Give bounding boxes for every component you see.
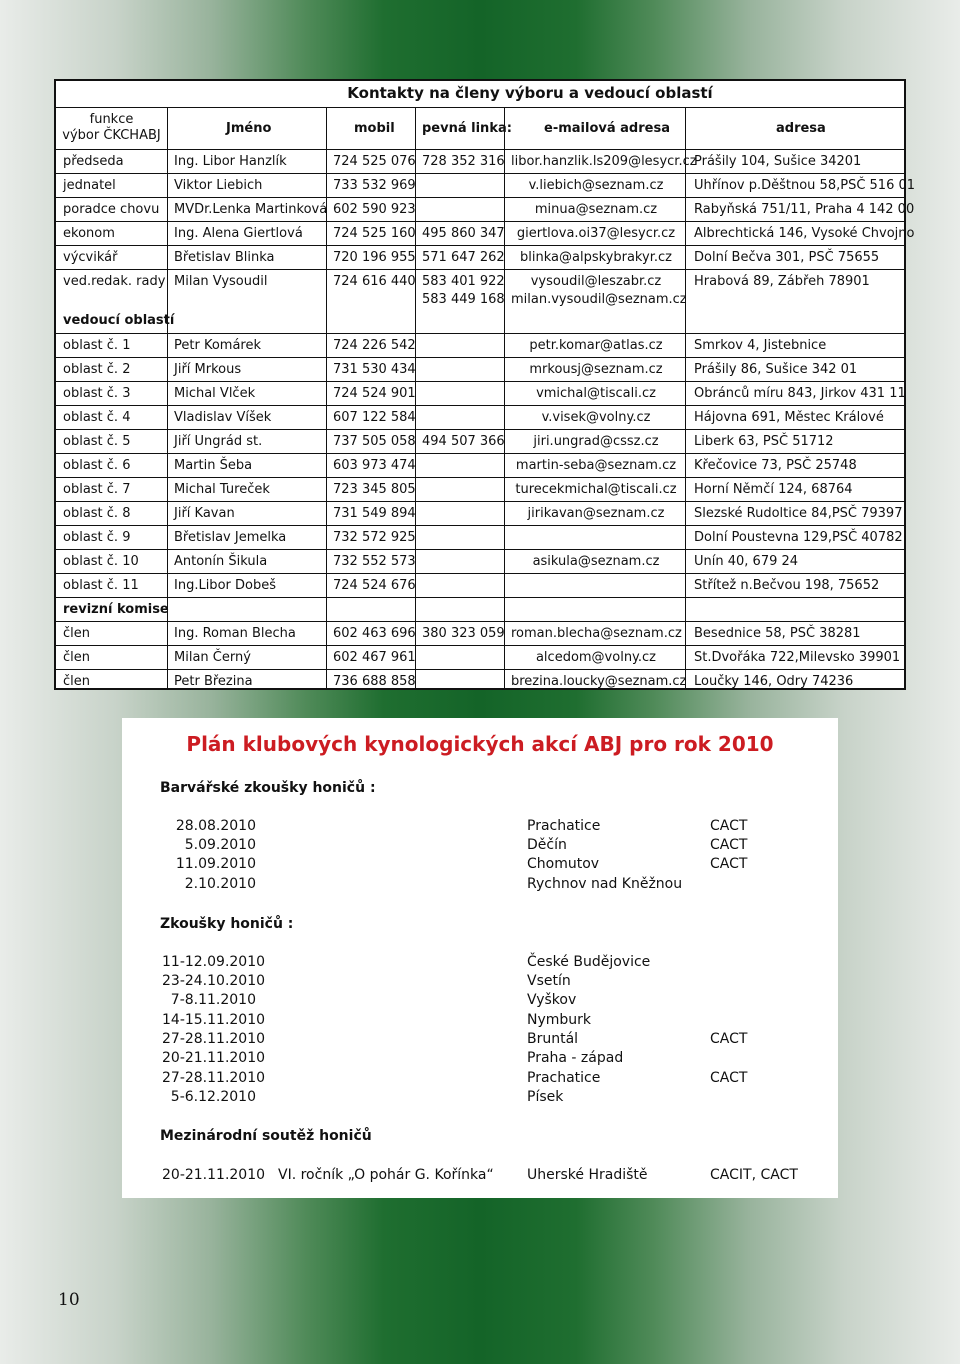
table-row [56, 357, 904, 382]
event-row [122, 973, 838, 992]
cell: vedoucí oblastí [63, 313, 175, 328]
cell: Jiří Mrkous [174, 362, 242, 377]
table-row [56, 453, 904, 478]
cell: CACT [710, 837, 748, 853]
cell: 724 226 542 [333, 338, 416, 353]
cell: 28.08.2010 [175, 818, 256, 834]
cell: mrkousj@seznam.cz [529, 362, 663, 377]
table-row [56, 621, 904, 646]
cell: Nymburk [527, 1012, 592, 1028]
cell: Dolní Poustevna 129,PSČ 40782 [694, 530, 903, 545]
cell: 732 572 925 [333, 530, 416, 545]
cell: St.Dvořáka 722,Milevsko 39901 [694, 650, 901, 665]
cell: 5.09.2010 [184, 837, 256, 853]
cell: Milan Černý [174, 650, 251, 665]
event-row [122, 1012, 838, 1031]
cell: České Budějovice [527, 954, 651, 970]
cell: Hrabová 89, Zábřeh 78901 [694, 274, 870, 289]
cell: oblast č. 9 [63, 530, 131, 545]
table-row [56, 221, 915, 246]
cell: Prášily 104, Sušice 34201 [694, 154, 862, 169]
cell: CACT [710, 818, 748, 834]
cell: oblast č. 10 [63, 554, 139, 569]
cell: 495 860 347 [422, 226, 505, 241]
cell: Břetislav Blinka [174, 250, 275, 265]
cell: 380 323 059 [422, 626, 505, 641]
cell: Ing. Libor Hanzlík [174, 154, 287, 169]
cell: Vyškov [527, 992, 577, 1008]
cell: Uherské Hradiště [527, 1167, 648, 1183]
cell: 602 463 696 [333, 626, 416, 641]
cell: 724 525 160 [333, 226, 416, 241]
cell: oblast č. 7 [63, 482, 131, 497]
cell: Jiří Ungrád st. [174, 434, 263, 449]
cell: 732 552 573 [333, 554, 416, 569]
cell: oblast č. 5 [63, 434, 131, 449]
cell: Chomutov [527, 856, 600, 872]
cell: 607 122 584 [333, 410, 416, 425]
cell: Smrkov 4, Jistebnice [694, 338, 827, 353]
cell: Petr Březina [174, 674, 253, 689]
table-row [56, 333, 904, 358]
event-row [122, 1089, 838, 1108]
cell: Ing.Libor Dobeš [174, 578, 276, 593]
cell: giertlova.oi37@lesycr.cz [516, 226, 676, 241]
cell: Břetislav Jemelka [174, 530, 287, 545]
cell: 571 647 262 [422, 250, 505, 265]
cell: Praha - západ [527, 1050, 624, 1066]
cell: Prachatice [527, 1070, 601, 1086]
cell: revizní komise [63, 602, 169, 617]
cell: petr.komar@atlas.cz [529, 338, 663, 353]
cell: člen [63, 626, 90, 641]
cell: Horní Němčí 124, 68764 [694, 482, 853, 497]
cell: 724 616 440 [333, 274, 416, 289]
contacts-title: Kontakty na členy výboru a vedoucí oblastí [347, 84, 713, 102]
cell: CACT [710, 1070, 748, 1086]
event-row [122, 1070, 838, 1089]
event-row [122, 1167, 838, 1186]
events-plan [122, 718, 838, 1198]
cell: vmichal@tiscali.cz [536, 386, 656, 401]
cell: 11-12.09.2010 [162, 954, 266, 970]
cell: 733 532 969 [333, 178, 416, 193]
cell: Michal Vlček [174, 386, 256, 401]
table-row [56, 429, 904, 454]
cell: předseda [63, 154, 124, 169]
table-row [56, 173, 916, 198]
cell: 14-15.11.2010 [162, 1012, 266, 1028]
cell: MVDr.Lenka Martinková [174, 202, 328, 217]
cell: v.liebich@seznam.cz [528, 178, 664, 193]
cell: 494 507 366 [422, 434, 505, 449]
cell: jiri.ungrad@cssz.cz [533, 434, 659, 449]
cell: ved.redak. rady [63, 274, 166, 289]
cell: jirikavan@seznam.cz [527, 506, 665, 521]
barvarske-heading: Barvářské zkoušky honičů : [160, 780, 376, 796]
cell: VI. ročník „O pohár G. Kořínka“ [278, 1167, 494, 1183]
cell: Střítež n.Bečvou 198, 75652 [694, 578, 880, 593]
page-number: 10 [58, 1290, 80, 1310]
cell: asikula@seznam.cz [532, 554, 660, 569]
cell: výcvikář [63, 250, 118, 265]
cell: libor.hanzlik.ls209@lesycr.cz [511, 154, 697, 169]
cell: vysoudil@leszabr.cz milan.vysoudil@seznam.cz [511, 274, 687, 307]
event-row [122, 1050, 838, 1069]
cell: Viktor Liebich [174, 178, 263, 193]
event-row [122, 1031, 838, 1050]
cell: blinka@alpskybrakyr.cz [520, 250, 672, 265]
cell: turecekmichal@tiscali.cz [515, 482, 677, 497]
cell: 720 196 955 [333, 250, 416, 265]
title-divider [56, 107, 904, 108]
cell: 723 345 805 [333, 482, 416, 497]
header-email: e-mailová adresa [544, 121, 670, 136]
cell: Martin Šeba [174, 458, 253, 473]
cell: poradce chovu [63, 202, 160, 217]
table-row [56, 525, 904, 550]
cell: CACT [710, 1031, 748, 1047]
cell: oblast č. 4 [63, 410, 131, 425]
cell: CACT [710, 856, 748, 872]
cell: jednatel [63, 178, 116, 193]
cell: Slezské Rudoltice 84,PSČ 79397 [694, 506, 903, 521]
cell: Uhřínov p.Děštnou 58,PSČ 516 01 [694, 178, 916, 193]
cell: 602 467 961 [333, 650, 416, 665]
cell: Děčín [527, 837, 567, 853]
cell: Antonín Šikula [174, 554, 268, 569]
cell: Michal Tureček [174, 482, 270, 497]
cell: 731 549 894 [333, 506, 416, 521]
cell: Obránců míru 843, Jirkov 431 11 [694, 386, 906, 401]
cell: 583 401 922 583 449 168 [422, 274, 505, 307]
table-row [56, 245, 904, 270]
cell: oblast č. 2 [63, 362, 131, 377]
contacts-table [54, 79, 916, 690]
cell: brezina.loucky@seznam.cz [511, 674, 687, 689]
table-row [56, 381, 904, 406]
cell: oblast č. 11 [63, 578, 139, 593]
cell: 728 352 316 [422, 154, 505, 169]
cell: oblast č. 6 [63, 458, 131, 473]
cell: 731 530 434 [333, 362, 416, 377]
cell: 602 590 923 [333, 202, 416, 217]
cell: Petr Komárek [174, 338, 261, 353]
cell: Vsetín [527, 973, 571, 989]
cell: alcedom@volny.cz [535, 650, 657, 665]
header-adresa: adresa [776, 121, 826, 136]
header-pevna: pevná linka: [422, 121, 512, 136]
event-row [122, 992, 838, 1011]
cell: Jiří Kavan [174, 506, 235, 521]
table-row-redakce [56, 269, 904, 310]
cell: roman.blecha@seznam.cz [511, 626, 682, 641]
section-heading [56, 597, 904, 622]
header-jmeno: Jméno [226, 121, 272, 136]
cell: Rychnov nad Kněžnou [527, 876, 683, 892]
header-mobil: mobil [354, 121, 395, 136]
cell: 11.09.2010 [175, 856, 256, 872]
cell: v.visek@volny.cz [541, 410, 651, 425]
cell: 20-21.11.2010 [162, 1167, 266, 1183]
cell: Rabyňská 751/11, Praha 4 142 00 [694, 202, 915, 217]
event-row [122, 876, 838, 895]
table-row [56, 197, 915, 222]
cell: 603 973 474 [333, 458, 416, 473]
cell: ekonom [63, 226, 115, 241]
cell: Loučky 146, Odry 74236 [694, 674, 854, 689]
event-row [122, 856, 838, 875]
table-row [56, 549, 904, 574]
table-row [56, 501, 904, 526]
cell: Křečovice 73, PSČ 25748 [694, 458, 857, 473]
cell: oblast č. 1 [63, 338, 131, 353]
cell: minua@seznam.cz [534, 202, 658, 217]
cell: Besednice 58, PSČ 38281 [694, 626, 861, 641]
cell: Liberk 63, PSČ 51712 [694, 434, 834, 449]
event-row [122, 954, 838, 973]
cell: Prášily 86, Sušice 342 01 [694, 362, 858, 377]
table-row [56, 669, 904, 694]
cell: 20-21.11.2010 [162, 1050, 266, 1066]
cell: 27-28.11.2010 [162, 1070, 266, 1086]
cell: Bruntál [527, 1031, 579, 1047]
cell: 2.10.2010 [184, 876, 256, 892]
table-row [56, 149, 904, 174]
honicu-heading: Zkoušky honičů : [160, 916, 294, 932]
cell: člen [63, 674, 90, 689]
cell: člen [63, 650, 90, 665]
cell: 7-8.11.2010 [170, 992, 256, 1008]
table-row [56, 405, 904, 430]
event-row [122, 818, 838, 837]
table-row [56, 477, 904, 502]
cell: Ing. Roman Blecha [174, 626, 296, 641]
cell: 724 524 901 [333, 386, 416, 401]
cell: 5-6.12.2010 [170, 1089, 256, 1105]
plan-title: Plán klubových kynologických akcí ABJ pro rok 2010 [186, 732, 774, 756]
cell: CACIT, CACT [710, 1167, 798, 1183]
cell: Prachatice [527, 818, 601, 834]
event-row [122, 837, 838, 856]
cell: 737 505 058 [333, 434, 416, 449]
souteze-heading: Mezinárodní soutěž honičů [160, 1128, 372, 1144]
cell: Vladislav Víšek [174, 410, 272, 425]
cell: Hájovna 691, Městec Králové [694, 410, 884, 425]
cell: Dolní Bečva 301, PSČ 75655 [694, 250, 880, 265]
header-funkce: funkce výbor ČKCHABJ [62, 112, 161, 143]
cell: Unín 40, 679 24 [694, 554, 799, 569]
table-row [56, 573, 904, 598]
cell: 724 524 676 [333, 578, 416, 593]
cell: Milan Vysoudil [174, 274, 268, 289]
table-row [56, 645, 904, 670]
cell: Písek [527, 1089, 564, 1105]
cell: 724 525 076 [333, 154, 416, 169]
cell: 23-24.10.2010 [162, 973, 266, 989]
cell: oblast č. 3 [63, 386, 131, 401]
cell: 736 688 858 [333, 674, 416, 689]
cell: oblast č. 8 [63, 506, 131, 521]
cell: 27-28.11.2010 [162, 1031, 266, 1047]
cell: martin-seba@seznam.cz [515, 458, 677, 473]
cell: Albrechtická 146, Vysoké Chvojno [694, 226, 915, 241]
cell: Ing. Alena Giertlová [174, 226, 303, 241]
section-heading [56, 309, 904, 333]
